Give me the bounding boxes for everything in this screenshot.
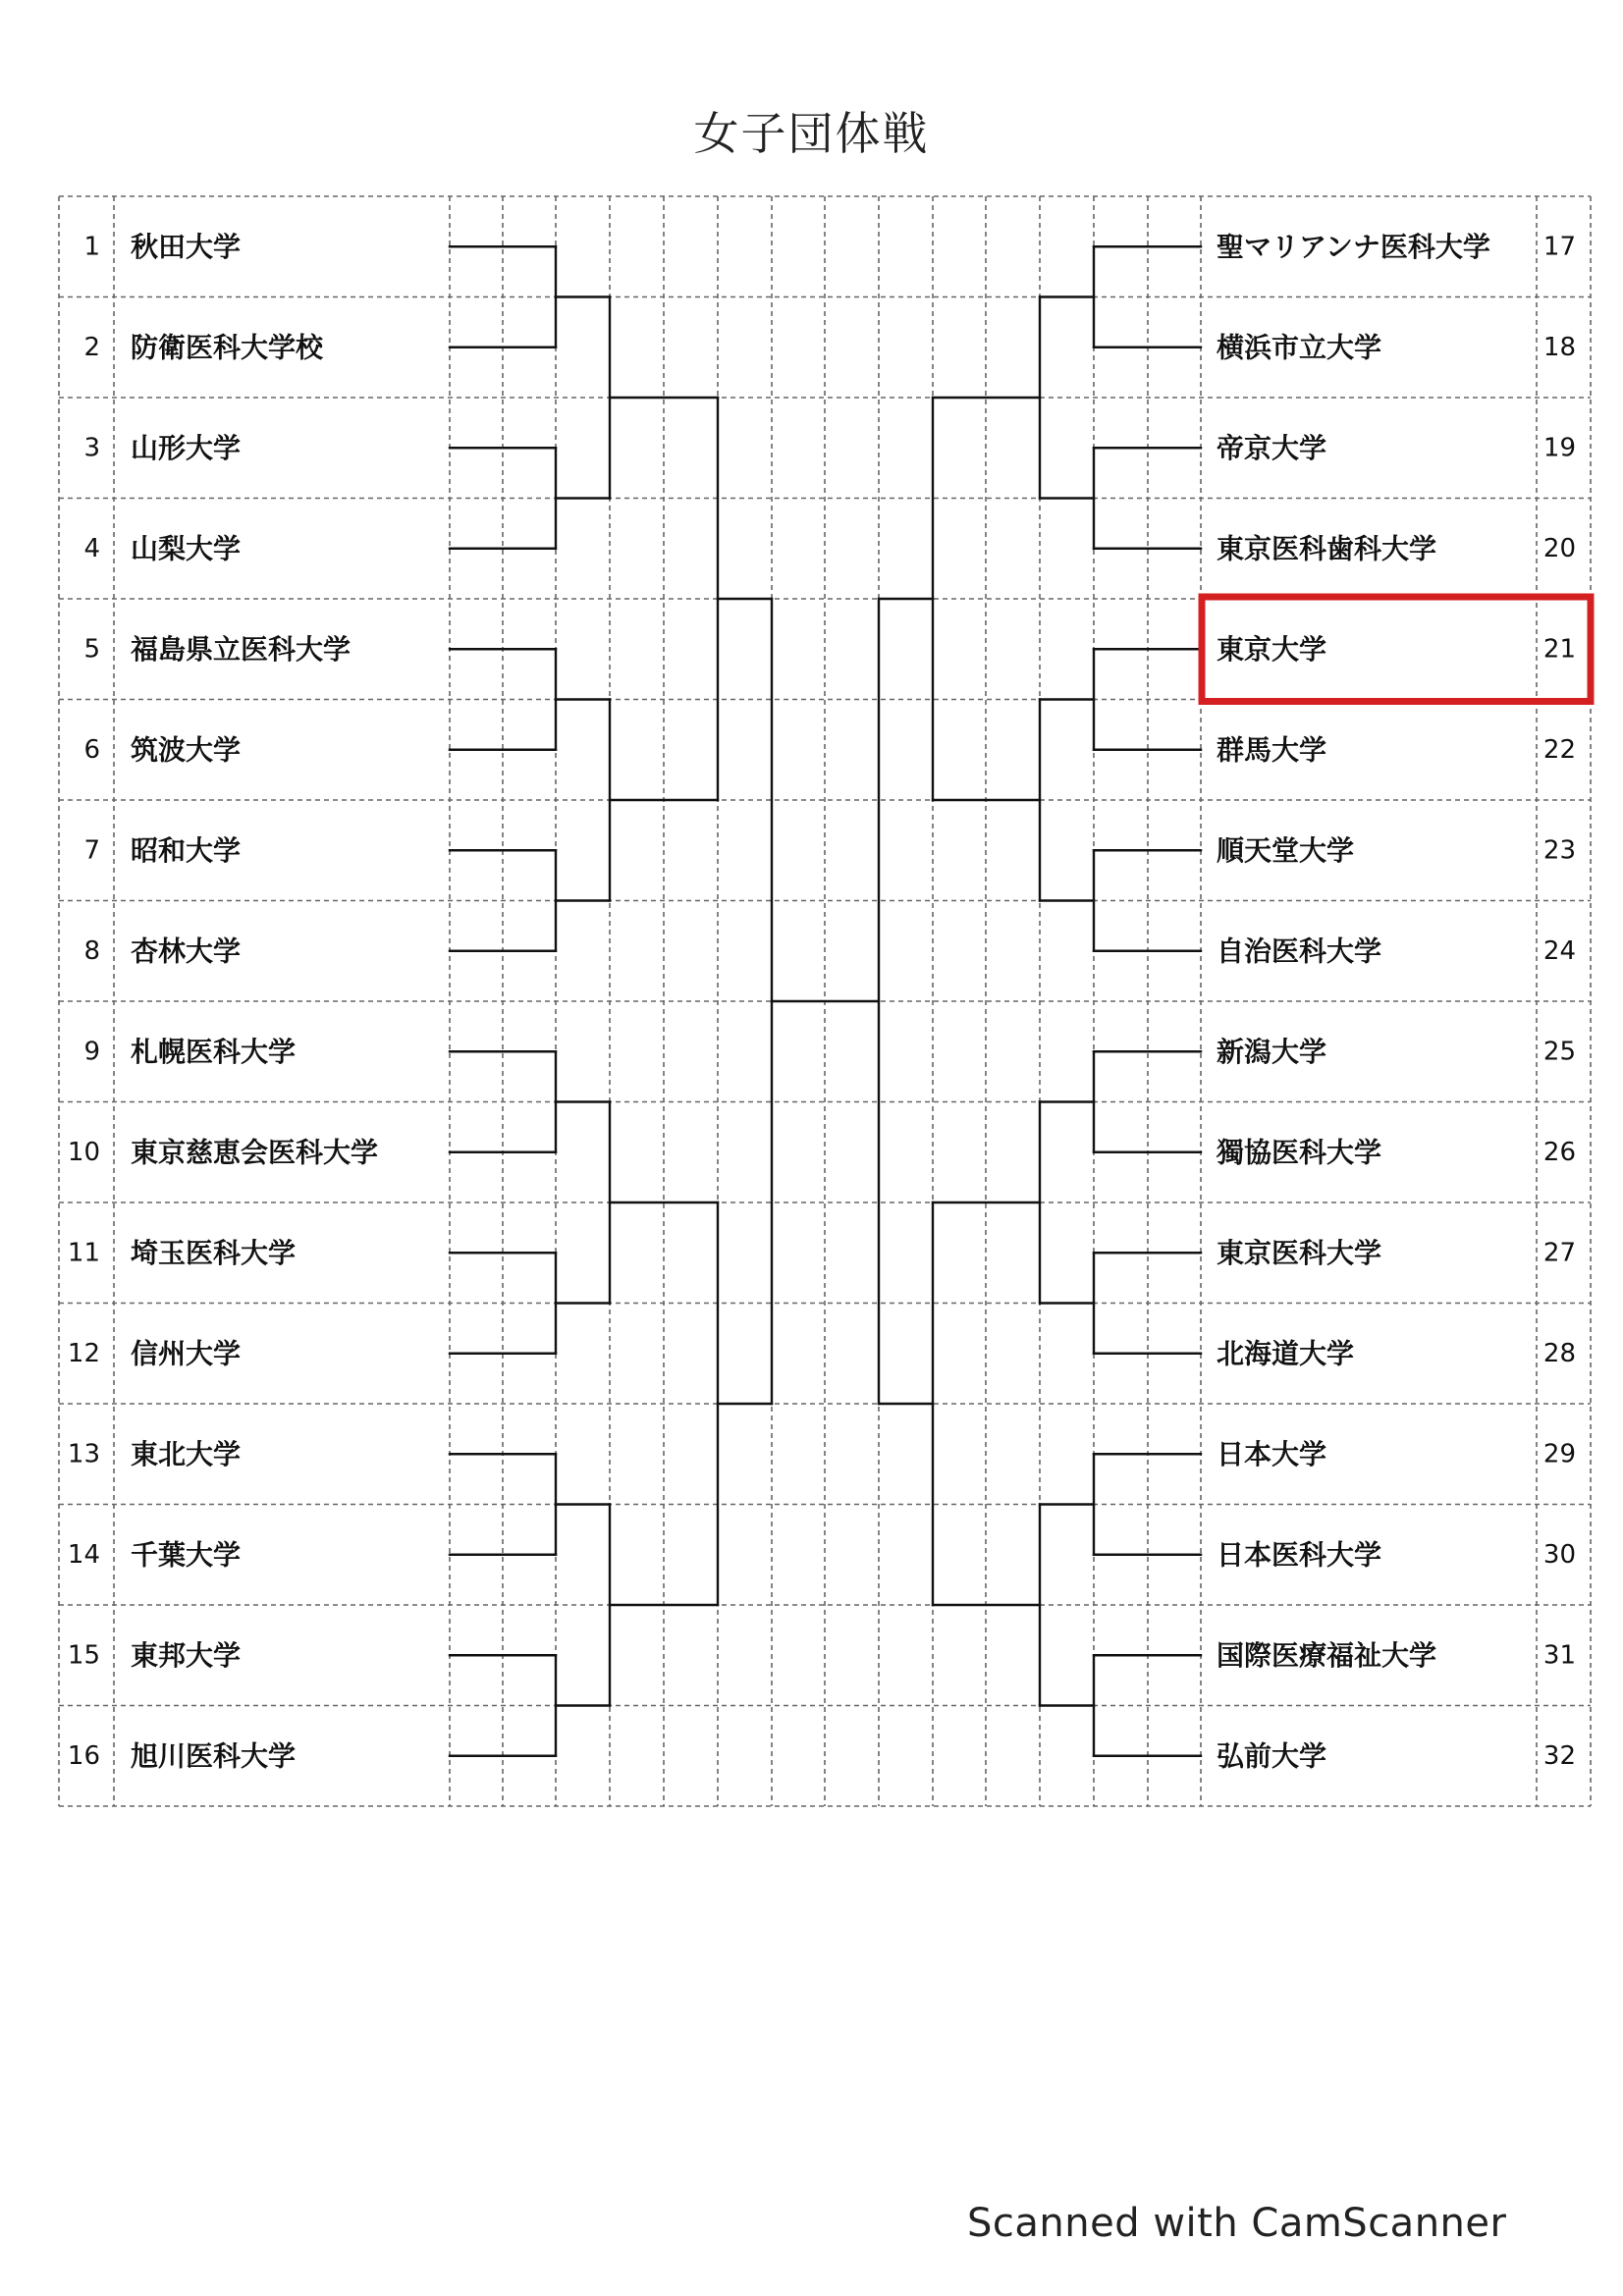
team-name: 順天堂大学 <box>1217 833 1355 867</box>
team-name: 国際医療福祉大学 <box>1217 1638 1437 1672</box>
team-name: 獨協医科大学 <box>1217 1136 1382 1169</box>
seed-number: 25 <box>1542 1037 1576 1067</box>
team-name: 昭和大学 <box>131 833 242 867</box>
seed-number: 20 <box>1542 533 1576 563</box>
team-name: 筑波大学 <box>131 733 242 767</box>
team-name: 日本医科大学 <box>1217 1538 1382 1572</box>
seed-number: 3 <box>83 433 100 463</box>
team-name: 弘前大学 <box>1217 1739 1327 1773</box>
seed-number: 13 <box>67 1439 100 1469</box>
seed-number: 21 <box>1542 634 1576 665</box>
team-name: 自治医科大学 <box>1217 934 1382 968</box>
team-name: 杏林大学 <box>131 934 242 968</box>
team-name: 東京医科歯科大学 <box>1217 532 1437 565</box>
team-name: 東京慈恵会医科大学 <box>131 1136 379 1169</box>
seed-number: 30 <box>1542 1539 1576 1570</box>
seed-number: 7 <box>83 835 100 866</box>
team-name: 旭川医科大学 <box>131 1739 297 1773</box>
team-name: 群馬大学 <box>1217 733 1327 767</box>
seed-number: 2 <box>83 332 100 362</box>
team-name: 東北大学 <box>131 1437 242 1470</box>
team-name: 北海道大学 <box>1217 1337 1355 1370</box>
seed-number: 1 <box>83 232 100 262</box>
seed-number: 5 <box>83 634 100 665</box>
team-name: 日本大学 <box>1217 1437 1327 1470</box>
seed-number: 18 <box>1542 332 1576 362</box>
team-name: 秋田大学 <box>131 230 242 263</box>
seed-number: 8 <box>83 935 100 966</box>
team-name: 千葉大学 <box>131 1538 242 1572</box>
seed-number: 14 <box>67 1539 100 1570</box>
team-name: 福島県立医科大学 <box>131 632 352 666</box>
team-name: 横浜市立大学 <box>1217 331 1382 364</box>
seed-number: 23 <box>1542 835 1576 866</box>
team-name: 山形大学 <box>131 431 242 464</box>
seed-number: 16 <box>67 1740 100 1771</box>
team-name: 東邦大学 <box>131 1638 242 1672</box>
seed-number: 15 <box>67 1640 100 1671</box>
seed-number: 17 <box>1542 232 1576 262</box>
team-name: 山梨大学 <box>131 532 242 565</box>
team-name: 防衛医科大学校 <box>131 331 324 364</box>
team-name: 帝京大学 <box>1217 431 1327 464</box>
seed-number: 19 <box>1542 433 1576 463</box>
seed-number: 4 <box>83 533 100 563</box>
team-name: 新潟大学 <box>1217 1035 1327 1068</box>
seed-number: 6 <box>83 734 100 765</box>
seed-number: 29 <box>1542 1439 1576 1469</box>
seed-number: 10 <box>67 1137 100 1167</box>
team-name: 埼玉医科大学 <box>131 1236 297 1269</box>
team-name: 札幌医科大学 <box>131 1035 297 1068</box>
team-name: 聖マリアンナ医科大学 <box>1217 230 1490 263</box>
team-name: 東京大学 <box>1217 632 1327 666</box>
seed-number: 12 <box>67 1338 100 1368</box>
seed-number: 32 <box>1542 1740 1576 1771</box>
team-name: 東京医科大学 <box>1217 1236 1382 1269</box>
seed-number: 9 <box>83 1037 100 1067</box>
team-name: 信州大学 <box>131 1337 242 1370</box>
seed-number: 28 <box>1542 1338 1576 1368</box>
seed-number: 24 <box>1542 935 1576 966</box>
seed-number: 31 <box>1542 1640 1576 1671</box>
scanner-watermark: Scanned with CamScanner <box>967 2201 1507 2246</box>
seed-number: 26 <box>1542 1137 1576 1167</box>
seed-number: 27 <box>1542 1238 1576 1268</box>
seed-number: 11 <box>67 1238 100 1268</box>
seed-number: 22 <box>1542 734 1576 765</box>
page-title: 女子団体戦 <box>693 107 930 160</box>
